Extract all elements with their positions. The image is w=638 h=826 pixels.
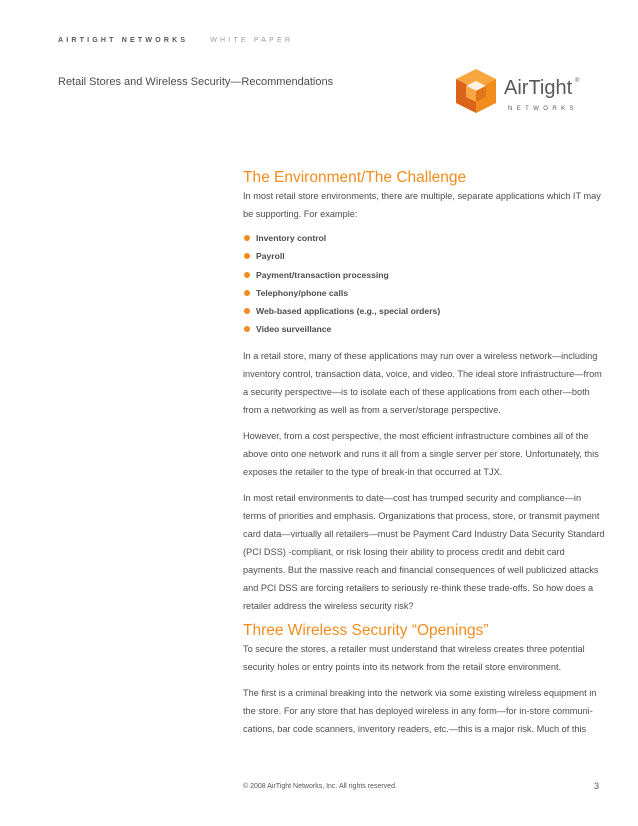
paragraph: The first is a criminal breaking into the network via some existing wireless equipment in the store. For any store that has deployed wireless in any form—for in-store communi-cations, bar code scanners, inventory readers, etc.—this is a major risk. Much of this bbox=[243, 687, 597, 734]
bullet-icon bbox=[244, 326, 250, 332]
main-content bbox=[243, 168, 605, 738]
bullet-icon bbox=[244, 272, 250, 278]
list-item: Web-based applications (e.g., special orders) bbox=[243, 302, 605, 320]
paragraph: To secure the stores, a retailer must understand that wireless creates three potential security holes or entry points into its network from the retail store environment. bbox=[243, 643, 585, 672]
cube-icon bbox=[456, 69, 496, 113]
svg-text:AirTight: AirTight bbox=[504, 77, 573, 99]
paragraph: In a retail store, many of these applications may run over a wireless network—including inventory control, transaction data, voice, and video. The ideal store infrastructure—from a security perspective—is to isolate each of these applications from each other—both from a networking as well as from a server/storage perspective. bbox=[243, 350, 602, 415]
header-company: AIRTIGHT NETWORKS bbox=[58, 37, 189, 44]
bullet-icon bbox=[244, 308, 250, 314]
paragraph: However, from a cost perspective, the most efficient infrastructure combines all of the above onto one network and runs it all from a single server per store. Unfortunately, this exposes the retailer to the type of break-in that occurred at TJX. bbox=[243, 430, 599, 477]
bullet-icon bbox=[244, 290, 250, 296]
paragraph: In most retail store environments, there are multiple, separate applications which IT may be supporting. For example: bbox=[243, 191, 601, 219]
section-title: Three Wireless Security “Openings” bbox=[243, 621, 489, 639]
application-list bbox=[243, 229, 605, 339]
bullet-icon bbox=[244, 235, 250, 241]
svg-text:NETWORKS: NETWORKS bbox=[508, 106, 578, 112]
list-item: Payment/transaction processing bbox=[243, 266, 605, 284]
document-subtitle: Retail Stores and Wireless Security—Recommendations bbox=[58, 76, 334, 88]
svg-text:®: ® bbox=[575, 78, 580, 84]
header-doc-type: WHITE PAPER bbox=[210, 37, 294, 44]
bullet-icon bbox=[244, 253, 250, 259]
list-item: Video surveillance bbox=[243, 320, 605, 338]
list-item: Payroll bbox=[243, 247, 605, 265]
list-item: Telephony/phone calls bbox=[243, 284, 605, 302]
paragraph: In most retail environments to date—cost has trumped security and compliance—in terms of priorities and emphasis. Organizations that process, store, or transmit payment card data—virtually all retailers—must be Payment Card Industry Data Security Standard (PCI DSS) -compliant, or risk losing their ability to process credit and debit card payments. But the massive reach and financial consequences of well publicized attacks and PCI DSS are forcing retailers to seriously re-think these trade-offs. So how does a retailer address the wireless security risk? bbox=[243, 492, 605, 611]
header-bar bbox=[58, 37, 293, 44]
section-title: The Environment/The Challenge bbox=[243, 169, 467, 186]
list-item: Inventory control bbox=[243, 229, 605, 247]
footer-copyright: © 2008 AirTight Networks, Inc. All rights reserved. bbox=[243, 783, 397, 790]
page-number: 3 bbox=[594, 781, 600, 791]
airtight-logo bbox=[452, 67, 582, 123]
